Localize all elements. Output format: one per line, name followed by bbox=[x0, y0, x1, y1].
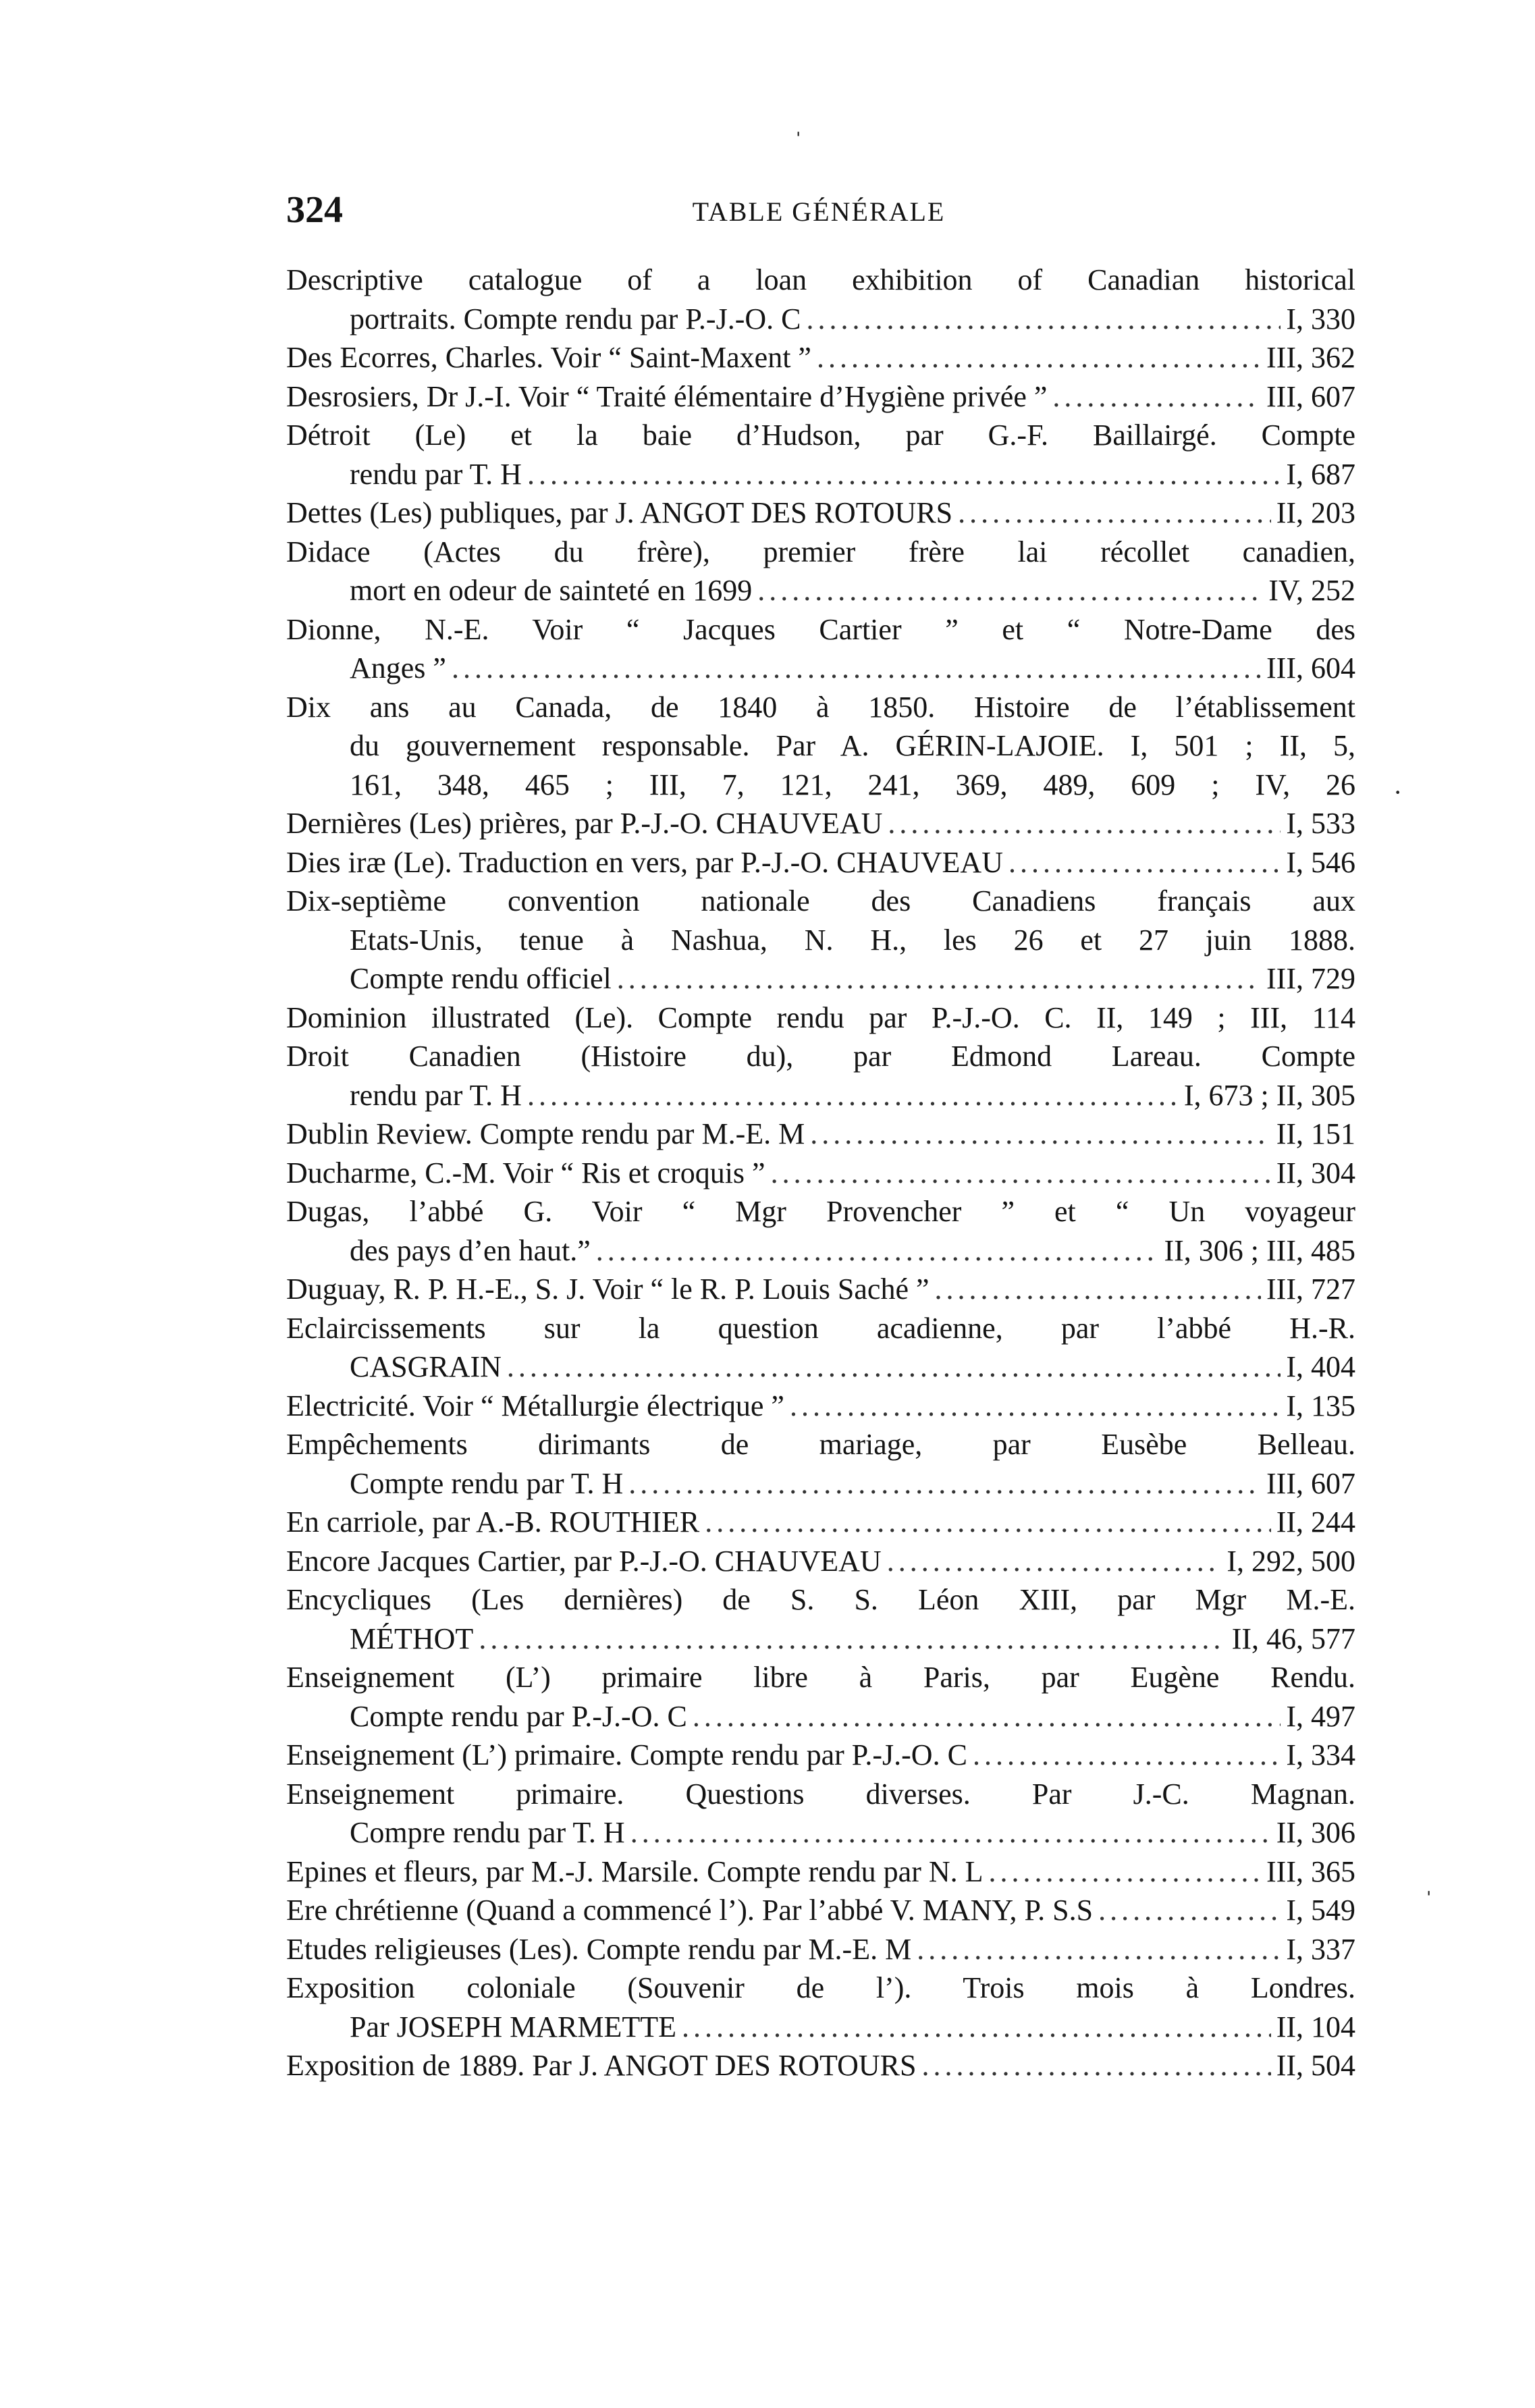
index-entry bbox=[286, 804, 1355, 843]
dot-leader bbox=[682, 2008, 1271, 2047]
index-entry bbox=[286, 493, 1355, 533]
volume-page-reference: II, 104 bbox=[1276, 2010, 1355, 2043]
entry-text: Desrosiers, Dr J.-I. Voir “ Traité élémentaire d’Hygiène privée ” bbox=[286, 379, 1048, 413]
volume-page-reference: I, 533 bbox=[1286, 807, 1355, 840]
entry-text: MÉTHOT bbox=[350, 1622, 474, 1655]
index-entry: Dix-septième convention nationale des Canadiens français aux bbox=[286, 884, 1355, 917]
index-entry bbox=[286, 1387, 1355, 1426]
entry-text: Ducharme, C.-M. Voir “ Ris et croquis ” bbox=[286, 1156, 765, 1189]
index-entry bbox=[286, 1270, 1355, 1309]
volume-page-reference: I, 549 bbox=[1286, 1894, 1355, 1927]
entry-text: Enseignement (L’) primaire. Compte rendu par P.-J.-O. C bbox=[286, 1738, 967, 1771]
index-entry-continuation bbox=[286, 1464, 1355, 1503]
dot-leader bbox=[806, 300, 1281, 339]
entry-text: Ere chrétienne (Quand a commencé l’). Par l’abbé V. MANY, P. S.S bbox=[286, 1894, 1094, 1927]
index-entry-continuation: 161, 348, 465 ; III, 7, 121, 241, 369, 489, 609 ; IV, 26 bbox=[350, 768, 1355, 801]
volume-page-reference: I, 330 bbox=[1286, 302, 1355, 336]
index-entry: Dominion illustrated (Le). Compte rendu par P.-J.-O. C. II, 149 ; III, 114 bbox=[286, 1000, 1355, 1034]
entry-text: des pays d’en haut.” bbox=[350, 1233, 591, 1267]
entry-text: Dettes (Les) publiques, par J. ANGOT DES ROTOURS bbox=[286, 496, 953, 529]
running-title: TABLE GÉNÉRALE bbox=[692, 196, 946, 227]
index-entries bbox=[286, 261, 1355, 2085]
index-entry-continuation bbox=[286, 300, 1355, 339]
index-entry-continuation bbox=[286, 2008, 1355, 2047]
index-entry-continuation: du gouvernement responsable. Par A. GÉRIN-LAJOIE. I, 501 ; II, 5, bbox=[350, 729, 1355, 762]
index-entry bbox=[286, 1930, 1355, 1969]
volume-page-reference: I, 292, 500 bbox=[1227, 1544, 1355, 1578]
volume-page-reference: I, 673 ; II, 305 bbox=[1183, 1078, 1355, 1112]
volume-page-reference: II, 151 bbox=[1276, 1117, 1355, 1150]
index-entry-continuation bbox=[286, 571, 1355, 610]
volume-page-reference: III, 604 bbox=[1266, 651, 1355, 685]
index-entry: Encycliques (Les dernières) de S. S. Léon XIII, par Mgr M.-E. bbox=[286, 1583, 1355, 1616]
index-entry bbox=[286, 377, 1355, 417]
dot-leader bbox=[1052, 377, 1261, 417]
volume-page-reference: I, 337 bbox=[1286, 1932, 1355, 1966]
dot-leader bbox=[917, 1930, 1281, 1969]
page-number: 324 bbox=[286, 189, 343, 231]
index-entry bbox=[286, 2046, 1355, 2085]
dot-leader bbox=[817, 338, 1261, 377]
index-entry-continuation bbox=[286, 1231, 1355, 1270]
index-entry: Didace (Actes du frère), premier frère lai récollet canadien, bbox=[286, 535, 1355, 568]
ink-speck: ˈ bbox=[1424, 1885, 1434, 1916]
index-entry: Droit Canadien (Histoire du), par Edmond Lareau. Compte bbox=[286, 1040, 1355, 1073]
volume-page-reference: II, 46, 577 bbox=[1231, 1622, 1355, 1655]
index-entry: Enseignement primaire. Questions diverses. Par J.-C. Magnan. bbox=[286, 1777, 1355, 1811]
index-entry-continuation bbox=[286, 1620, 1355, 1659]
dot-leader bbox=[617, 959, 1261, 998]
volume-page-reference: I, 497 bbox=[1286, 1699, 1355, 1733]
dot-leader bbox=[527, 455, 1281, 494]
volume-page-reference: I, 687 bbox=[1286, 457, 1355, 491]
entry-text: Par JOSEPH MARMETTE bbox=[350, 2010, 677, 2043]
entry-text: Compte rendu par P.-J.-O. C bbox=[350, 1699, 687, 1733]
dot-leader bbox=[693, 1697, 1281, 1736]
dot-leader bbox=[935, 1270, 1262, 1309]
dot-leader bbox=[888, 804, 1281, 843]
entry-text: Compre rendu par T. H bbox=[350, 1816, 625, 1849]
index-entry: Dix ans au Canada, de 1840 à 1850. Histoire de l’établissement bbox=[286, 690, 1355, 724]
entry-text: Dernières (Les) prières, par P.-J.-O. CHAUVEAU bbox=[286, 807, 883, 840]
index-entry-continuation bbox=[286, 959, 1355, 998]
entry-text: mort en odeur de sainteté en 1699 bbox=[350, 574, 753, 607]
volume-page-reference: II, 306 ; III, 485 bbox=[1164, 1233, 1355, 1267]
dot-leader bbox=[596, 1231, 1159, 1270]
entry-text: Compte rendu par T. H bbox=[350, 1466, 624, 1500]
dot-leader bbox=[1098, 1891, 1281, 1930]
volume-page-reference: I, 404 bbox=[1286, 1350, 1355, 1383]
dot-leader bbox=[989, 1852, 1262, 1892]
dot-leader bbox=[973, 1736, 1281, 1775]
index-entry bbox=[286, 843, 1355, 882]
entry-text: portraits. Compte rendu par P.-J.-O. C bbox=[350, 302, 801, 336]
volume-page-reference: I, 334 bbox=[1286, 1738, 1355, 1771]
index-entry bbox=[286, 1115, 1355, 1154]
ink-speck: · bbox=[1393, 777, 1403, 807]
index-entry: Empêchements dirimants de mariage, par Eusèbe Belleau. bbox=[286, 1428, 1355, 1461]
entry-text: Dublin Review. Compte rendu par M.-E. M bbox=[286, 1117, 805, 1150]
index-entry bbox=[286, 1154, 1355, 1193]
entry-text: Encore Jacques Cartier, par P.-J.-O. CHAUVEAU bbox=[286, 1544, 882, 1578]
entry-text: Electricité. Voir “ Métallurgie électrique ” bbox=[286, 1389, 784, 1422]
dot-leader bbox=[705, 1503, 1271, 1542]
dot-leader bbox=[887, 1542, 1222, 1581]
entry-text: rendu par T. H bbox=[350, 457, 522, 491]
dot-leader bbox=[771, 1154, 1271, 1193]
index-entry bbox=[286, 1852, 1355, 1892]
entry-text: rendu par T. H bbox=[350, 1078, 522, 1112]
index-entry bbox=[286, 1891, 1355, 1930]
volume-page-reference: III, 607 bbox=[1266, 379, 1355, 413]
entry-text: Epines et fleurs, par M.-J. Marsile. Compte rendu par N. L bbox=[286, 1854, 984, 1888]
index-entry: Dionne, N.-E. Voir “ Jacques Cartier ” et “ Notre-Dame des bbox=[286, 612, 1355, 646]
index-entry: Détroit (Le) et la baie d’Hudson, par G.-F. Baillairgé. Compte bbox=[286, 419, 1355, 452]
volume-page-reference: II, 306 bbox=[1276, 1816, 1355, 1849]
dot-leader bbox=[452, 649, 1261, 688]
dot-leader bbox=[479, 1620, 1226, 1659]
dot-leader bbox=[1008, 843, 1281, 882]
volume-page-reference: III, 365 bbox=[1266, 1854, 1355, 1888]
dot-leader bbox=[958, 493, 1271, 533]
index-entry: Descriptive catalogue of a loan exhibition of Canadian historical bbox=[286, 263, 1355, 296]
index-entry: Exposition coloniale (Souvenir de l’). Trois mois à Londres. bbox=[286, 1971, 1355, 2004]
index-entry bbox=[286, 1736, 1355, 1775]
index-entry-continuation bbox=[286, 1697, 1355, 1736]
entry-text: Duguay, R. P. H.-E., S. J. Voir “ le R. P. Louis Saché ” bbox=[286, 1273, 930, 1306]
index-entry: Eclaircissements sur la question acadienne, par l’abbé H.-R. bbox=[286, 1311, 1355, 1345]
index-entry: Dugas, l’abbé G. Voir “ Mgr Provencher ” et “ Un voyageur bbox=[286, 1195, 1355, 1228]
index-entry-continuation: Etats-Unis, tenue à Nashua, N. H., les 26 et 27 juin 1888. bbox=[350, 923, 1355, 957]
dot-leader bbox=[810, 1115, 1270, 1154]
index-entry-continuation bbox=[286, 649, 1355, 688]
index-entry-continuation bbox=[286, 1813, 1355, 1852]
index-entry bbox=[286, 1542, 1355, 1581]
volume-page-reference: IV, 252 bbox=[1268, 574, 1355, 607]
index-entry-continuation bbox=[286, 455, 1355, 494]
dot-leader bbox=[790, 1387, 1281, 1426]
volume-page-reference: II, 203 bbox=[1276, 496, 1355, 529]
volume-page-reference: I, 546 bbox=[1286, 845, 1355, 879]
entry-text: Dies iræ (Le). Traduction en vers, par P.-J.-O. CHAUVEAU bbox=[286, 845, 1003, 879]
entry-text: Anges ” bbox=[350, 651, 446, 685]
volume-page-reference: III, 362 bbox=[1266, 341, 1355, 374]
dot-leader bbox=[921, 2046, 1270, 2085]
dot-leader bbox=[630, 1813, 1271, 1852]
volume-page-reference: III, 607 bbox=[1266, 1466, 1355, 1500]
index-entry-continuation bbox=[286, 1076, 1355, 1115]
dot-leader bbox=[757, 571, 1263, 610]
ink-speck: ˈ bbox=[794, 126, 803, 157]
dot-leader bbox=[527, 1076, 1179, 1115]
index-entry: Enseignement (L’) primaire libre à Paris, par Eugène Rendu. bbox=[286, 1661, 1355, 1694]
entry-text: Etudes religieuses (Les). Compte rendu par M.-E. M bbox=[286, 1932, 912, 1966]
entry-text: Exposition de 1889. Par J. ANGOT DES ROTOURS bbox=[286, 2049, 917, 2082]
index-entry bbox=[286, 1503, 1355, 1542]
volume-page-reference: I, 135 bbox=[1286, 1389, 1355, 1422]
entry-text: Compte rendu officiel bbox=[350, 962, 612, 995]
entry-text: CASGRAIN bbox=[350, 1350, 502, 1383]
dot-leader bbox=[628, 1464, 1261, 1503]
entry-text: Des Ecorres, Charles. Voir “ Saint-Maxent ” bbox=[286, 341, 811, 374]
volume-page-reference: II, 304 bbox=[1276, 1156, 1355, 1189]
entry-text: En carriole, par A.-B. ROUTHIER bbox=[286, 1505, 700, 1539]
index-entry bbox=[286, 338, 1355, 377]
volume-page-reference: III, 727 bbox=[1266, 1273, 1355, 1306]
volume-page-reference: III, 729 bbox=[1266, 962, 1355, 995]
dot-leader bbox=[507, 1347, 1281, 1387]
index-entry-continuation bbox=[286, 1347, 1355, 1387]
page-header bbox=[286, 186, 1351, 234]
volume-page-reference: II, 244 bbox=[1276, 1505, 1355, 1539]
volume-page-reference: II, 504 bbox=[1276, 2049, 1355, 2082]
